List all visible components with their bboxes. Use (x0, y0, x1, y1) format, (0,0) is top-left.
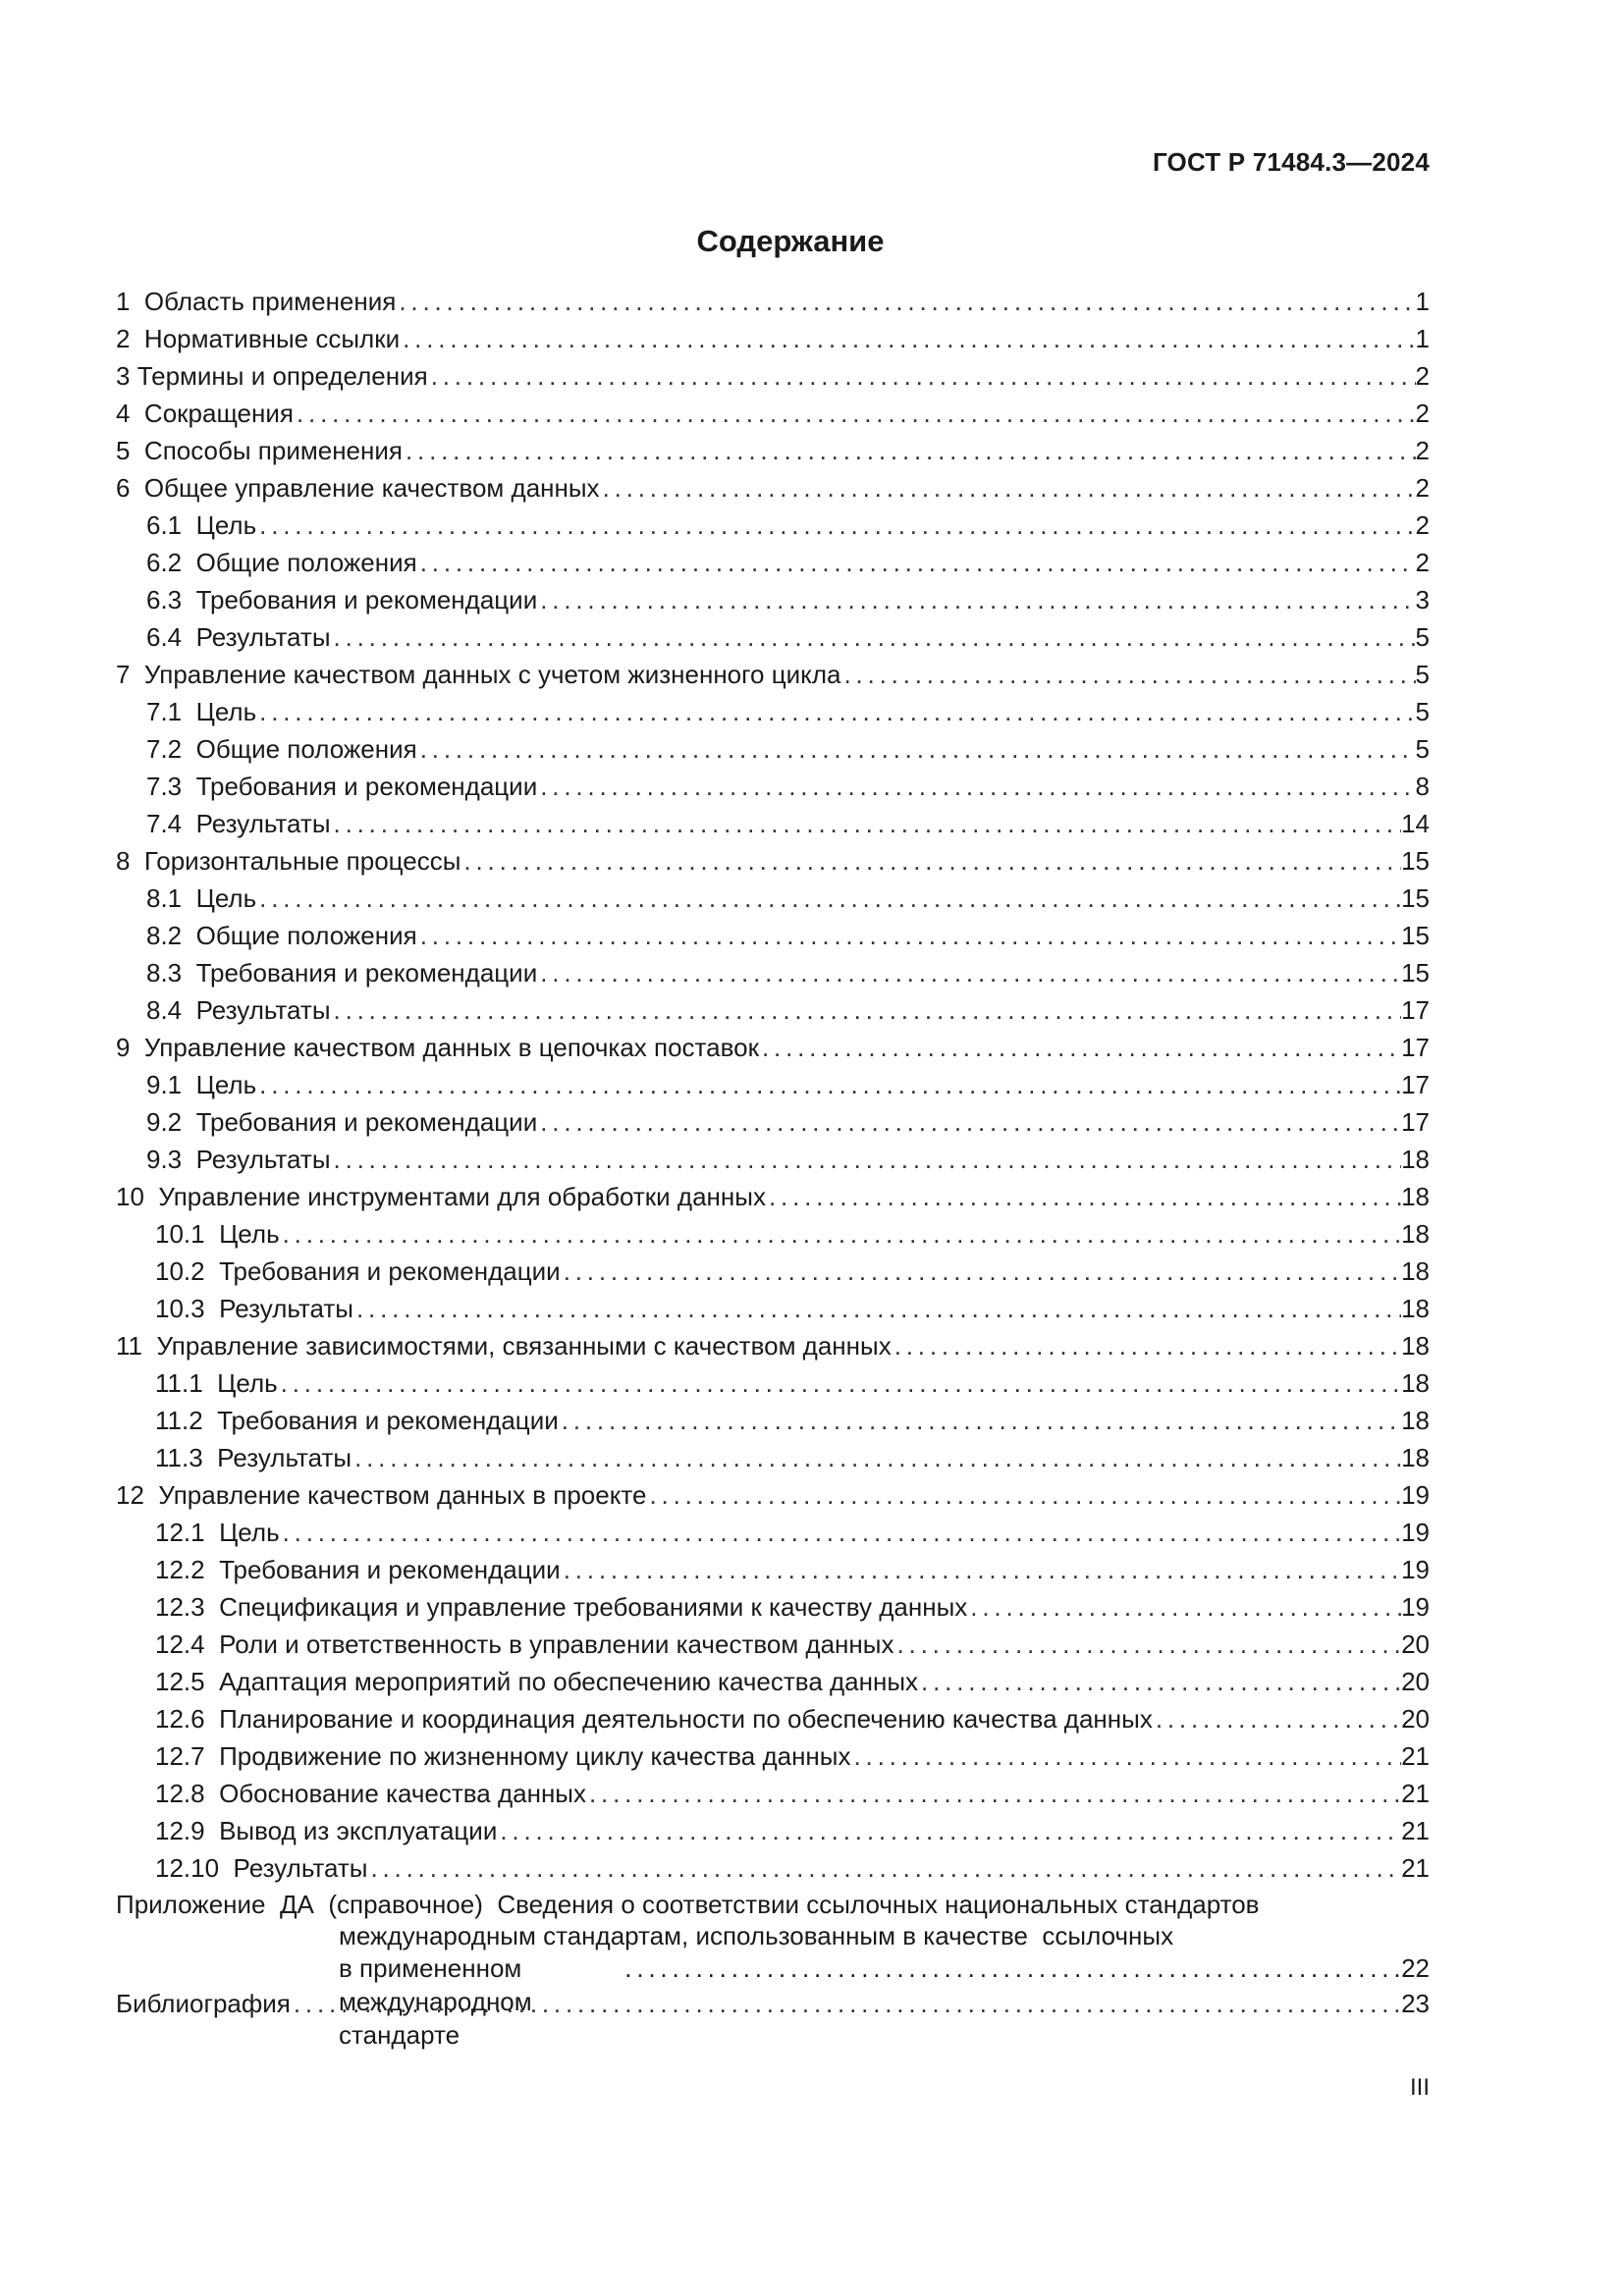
toc-entry-title: Область применения (143, 287, 397, 316)
toc-entry-number: 6.2 (146, 548, 196, 577)
toc-entry-number: 12.10 (155, 1853, 234, 1883)
toc-entry-page: 20 (1401, 1704, 1430, 1734)
toc-entry-title: Требования и рекомендации (195, 772, 538, 801)
toc-entry-page: 2 (1415, 361, 1430, 391)
toc-leader-dots (537, 1103, 1401, 1141)
toc-leader-dots (280, 1215, 1401, 1253)
toc-entry[interactable] (116, 432, 1430, 469)
toc-leader-dots (331, 805, 1402, 842)
toc-entry[interactable] (116, 1327, 1430, 1364)
toc-leader-dots (460, 842, 1401, 880)
toc-entry-title: Требования и рекомендации (219, 1256, 561, 1286)
toc-entry[interactable] (116, 1588, 1430, 1626)
toc-entry[interactable] (116, 469, 1430, 507)
toc-entry-number: 8.2 (146, 921, 196, 950)
page-title: Содержание (696, 224, 885, 258)
toc-leader-dots (537, 581, 1415, 618)
toc-leader-dots (400, 320, 1415, 357)
toc-entry-page: 18 (1401, 1406, 1430, 1435)
toc-entry-page: 14 (1401, 809, 1430, 838)
toc-entry[interactable] (116, 1812, 1430, 1849)
toc-leader-dots (646, 1476, 1401, 1514)
toc-entry-number: 8.1 (146, 883, 196, 913)
toc-leader-dots (850, 1737, 1401, 1775)
toc-entry[interactable] (116, 656, 1430, 693)
toc-entry-page: 19 (1401, 1592, 1430, 1622)
toc-entry-page: 5 (1415, 697, 1430, 726)
toc-entry[interactable] (116, 693, 1430, 730)
toc-leader-dots (256, 507, 1415, 544)
toc-entry-number: 10.3 (155, 1294, 220, 1323)
toc-entry-page: 1 (1415, 324, 1430, 353)
toc-entry-title: Нормативные ссылки (143, 324, 401, 353)
toc-leader-dots (396, 283, 1415, 320)
toc-leader-dots (918, 1663, 1401, 1700)
toc-entry-number: 6 (116, 473, 144, 503)
toc-entry-page: 18 (1401, 1145, 1430, 1174)
toc-entry[interactable] (116, 1141, 1430, 1178)
table-of-contents (116, 283, 1430, 2050)
toc-entry-title: Обоснование качества данных (219, 1779, 586, 1808)
toc-entry-page: 18 (1401, 1331, 1430, 1361)
toc-entry[interactable] (116, 395, 1430, 432)
toc-entry-number: 12.1 (155, 1518, 220, 1547)
toc-entry-title: Требования и рекомендации (195, 1107, 538, 1137)
toc-entry-page: 18 (1401, 1182, 1430, 1211)
toc-leader-dots (622, 1951, 1401, 1985)
toc-entry-title: Роли и ответственность в управлении качеством данных (219, 1629, 894, 1659)
toc-leader-dots (766, 1178, 1401, 1215)
toc-entry-title: Цель (217, 1368, 278, 1398)
toc-entry-page: 15 (1401, 958, 1430, 988)
toc-entry-number: 7.4 (146, 809, 196, 838)
toc-leader-dots (417, 917, 1401, 954)
toc-entry-title: Управление качеством данных с учетом жизненного цикла (143, 660, 841, 689)
toc-entry-page: 15 (1401, 846, 1430, 876)
toc-leader-dots (417, 544, 1416, 581)
toc-leader-dots (428, 357, 1416, 395)
toc-entry-title: Горизонтальные процессы (143, 846, 461, 876)
toc-leader-dots (294, 395, 1416, 432)
toc-leader-dots (403, 432, 1416, 469)
toc-entry-title: Требования и рекомендации (195, 585, 538, 614)
toc-leader-dots (967, 1588, 1401, 1626)
toc-entry[interactable] (116, 1737, 1430, 1775)
toc-entry-title: Цель (195, 883, 257, 913)
toc-entry-page: 2 (1415, 436, 1430, 465)
toc-entry[interactable] (116, 507, 1430, 544)
toc-entry-title: Способы применения (143, 436, 403, 465)
toc-entry-number: 12.7 (155, 1741, 220, 1771)
toc-leader-dots (1153, 1700, 1401, 1737)
toc-leader-dots (892, 1327, 1401, 1364)
toc-entry[interactable] (116, 1215, 1430, 1253)
toc-entry-number: 11.2 (155, 1406, 218, 1435)
toc-entry[interactable] (116, 1290, 1430, 1327)
toc-entry-number: 7.2 (146, 734, 196, 764)
toc-entry-number: 7.1 (146, 697, 196, 726)
toc-entry-number: 8.4 (146, 995, 196, 1025)
toc-entry-number: 6.1 (146, 510, 196, 540)
toc-entry-page: 15 (1401, 883, 1430, 913)
toc-leader-dots (600, 469, 1416, 507)
toc-entry-page: 8 (1415, 772, 1430, 801)
toc-entry[interactable] (116, 581, 1430, 618)
toc-entry-page: 21 (1401, 1853, 1430, 1883)
toc-leader-dots (537, 954, 1401, 991)
toc-entry[interactable] (116, 842, 1430, 880)
toc-leader-dots (561, 1253, 1401, 1290)
toc-entry-page: 17 (1401, 1033, 1430, 1062)
toc-bibliography-entry[interactable] (116, 1985, 1430, 2022)
toc-entry-number: 8 (116, 846, 144, 876)
toc-entry-page: 5 (1415, 660, 1430, 689)
toc-entry[interactable] (116, 1364, 1430, 1402)
toc-entry[interactable] (116, 1439, 1430, 1476)
toc-entry-page: 19 (1401, 1480, 1430, 1510)
toc-entry-page: 18 (1401, 1368, 1430, 1398)
toc-entry-number: 1 (116, 287, 144, 316)
toc-entry-title: Результаты (217, 1443, 352, 1472)
toc-leader-dots (278, 1364, 1401, 1402)
toc-entries (116, 283, 1430, 1887)
toc-entry-number: 11.1 (155, 1368, 218, 1398)
toc-entry[interactable] (116, 1700, 1430, 1737)
toc-leader-dots (561, 1551, 1401, 1588)
toc-entry-number: 4 (116, 399, 144, 428)
toc-entry-title: Управление зависимостями, связанными с качеством данных (156, 1331, 892, 1361)
toc-entry-number: 11 (116, 1331, 157, 1361)
toc-entry-page: 20 (1401, 1629, 1430, 1659)
toc-entry-title: Результаты (233, 1853, 368, 1883)
toc-entry-title: Управление инструментами для обработки данных (158, 1182, 766, 1211)
toc-entry-page: 1 (1415, 287, 1430, 316)
toc-entry-number: 3 (116, 361, 137, 391)
toc-entry-page: 21 (1401, 1741, 1430, 1771)
toc-entry-title: Цель (195, 1070, 257, 1099)
toc-entry-number: 7 (116, 660, 144, 689)
toc-entry-page: 19 (1401, 1518, 1430, 1547)
toc-leader-dots (559, 1402, 1401, 1439)
toc-entry-number: 12.2 (155, 1555, 220, 1584)
toc-entry-page: 21 (1401, 1816, 1430, 1845)
toc-leader-dots (331, 991, 1402, 1029)
toc-entry-page: 3 (1415, 585, 1430, 614)
toc-entry-title: Результаты (195, 809, 331, 838)
toc-entry[interactable] (116, 730, 1430, 768)
toc-entry-title: Сокращения (143, 399, 294, 428)
toc-entry-title: Продвижение по жизненному циклу качества данных (219, 1741, 851, 1771)
toc-leader-dots (280, 1514, 1401, 1551)
toc-entry[interactable] (116, 320, 1430, 357)
toc-entry-title: Требования и рекомендации (219, 1555, 561, 1584)
appendix-title-line3: в примененном международном стандарте (339, 1953, 532, 2050)
toc-leader-dots (586, 1775, 1401, 1812)
toc-entry[interactable] (116, 283, 1430, 320)
toc-entry[interactable] (116, 768, 1430, 805)
toc-leader-dots (353, 1290, 1401, 1327)
bibliography-page: 23 (1401, 1989, 1430, 2018)
toc-entry[interactable] (116, 1029, 1430, 1066)
toc-entry-number: 8.3 (146, 958, 196, 988)
appendix-title-line1: Сведения о соответствии ссылочных национальных стандартов (497, 1890, 1260, 1919)
toc-entry-number: 9.1 (146, 1070, 196, 1099)
toc-entry-title: Термины и определения (136, 361, 428, 391)
toc-entry-title: Управление качеством данных в цепочках поставок (143, 1033, 759, 1062)
toc-entry[interactable] (116, 1178, 1430, 1215)
toc-leader-dots (256, 693, 1415, 730)
toc-entry[interactable] (116, 1663, 1430, 1700)
toc-leader-dots (256, 880, 1401, 917)
toc-leader-dots (331, 1141, 1402, 1178)
toc-entry-page: 19 (1401, 1555, 1430, 1584)
toc-entry-page: 2 (1415, 473, 1430, 503)
toc-leader-dots (417, 730, 1416, 768)
toc-entry-page: 2 (1415, 399, 1430, 428)
appendix-page: 22 (1401, 1953, 1430, 1983)
toc-leader-dots (893, 1626, 1401, 1663)
toc-entry-page: 5 (1415, 622, 1430, 652)
toc-entry[interactable] (116, 1253, 1430, 1290)
toc-entry[interactable] (116, 805, 1430, 842)
toc-entry[interactable] (116, 1626, 1430, 1663)
toc-entry-number: 2 (116, 324, 144, 353)
toc-entry-title: Цель (219, 1518, 280, 1547)
toc-entry-number: 10.1 (155, 1219, 220, 1249)
toc-entry-title: Результаты (195, 622, 331, 652)
toc-entry-page: 18 (1401, 1294, 1430, 1323)
toc-entry-number: 5 (116, 436, 144, 465)
toc-leader-dots (537, 768, 1415, 805)
toc-leader-dots (840, 656, 1415, 693)
toc-entry-title: Управление качеством данных в проекте (158, 1480, 647, 1510)
toc-entry[interactable] (116, 991, 1430, 1029)
toc-leader-dots (352, 1439, 1401, 1476)
toc-leader-dots (759, 1029, 1401, 1066)
toc-entry-number: 9 (116, 1033, 144, 1062)
toc-entry[interactable] (116, 1775, 1430, 1812)
toc-entry-number: 10 (116, 1182, 159, 1211)
appendix-label: Приложение ДА (справочное) (116, 1890, 483, 1919)
toc-entry-page: 2 (1415, 548, 1430, 577)
toc-entry-number: 9.3 (146, 1145, 196, 1174)
toc-entry[interactable] (116, 357, 1430, 395)
document-number: ГОСТ Р 71484.3—2024 (1152, 147, 1430, 177)
toc-entry-number: 12.9 (155, 1816, 220, 1845)
toc-entry[interactable] (116, 880, 1430, 917)
toc-entry-page: 17 (1401, 1107, 1430, 1137)
toc-entry-title: Спецификация и управление требованиями к качеству данных (219, 1592, 968, 1622)
toc-entry[interactable] (116, 954, 1430, 991)
toc-entry[interactable] (116, 1402, 1430, 1439)
toc-entry-title: Общие положения (195, 734, 417, 764)
toc-entry-number: 6.3 (146, 585, 196, 614)
toc-entry-number: 12.4 (155, 1629, 220, 1659)
toc-entry-number: 12.8 (155, 1779, 220, 1808)
toc-entry-page: 5 (1415, 734, 1430, 764)
toc-entry-number: 6.4 (146, 622, 196, 652)
toc-entry-number: 12.3 (155, 1592, 220, 1622)
toc-entry-number: 12 (116, 1480, 159, 1510)
toc-entry-title: Результаты (195, 995, 331, 1025)
toc-entry-page: 17 (1401, 995, 1430, 1025)
toc-entry-number: 10.2 (155, 1256, 220, 1286)
toc-entry-number: 9.2 (146, 1107, 196, 1137)
toc-entry-page: 20 (1401, 1667, 1430, 1696)
appendix-title-line2: международным стандартам, использованным в качестве ссылочных (339, 1921, 1174, 1950)
toc-entry-title: Вывод из эксплуатации (219, 1816, 498, 1845)
toc-entry-title: Цель (195, 697, 257, 726)
toc-entry-title: Результаты (219, 1294, 353, 1323)
toc-entry-number: 12.5 (155, 1667, 220, 1696)
toc-entry-title: Цель (219, 1219, 280, 1249)
toc-entry[interactable] (116, 1849, 1430, 1887)
toc-entry[interactable] (116, 1066, 1430, 1103)
toc-entry[interactable] (116, 1514, 1430, 1551)
toc-entry-title: Требования и рекомендации (217, 1406, 559, 1435)
toc-leader-dots (367, 1849, 1401, 1887)
toc-entry-title: Общие положения (195, 548, 417, 577)
toc-entry-title: Общее управление качеством данных (143, 473, 600, 503)
toc-entry-title: Адаптация мероприятий по обеспечению качества данных (219, 1667, 919, 1696)
toc-entry-page: 18 (1401, 1256, 1430, 1286)
toc-entry-page: 18 (1401, 1219, 1430, 1249)
toc-entry-number: 7.3 (146, 772, 196, 801)
toc-entry-title: Общие положения (195, 921, 417, 950)
bibliography-title: Библиография (116, 1989, 291, 2018)
toc-entry-page: 21 (1401, 1779, 1430, 1808)
toc-entry[interactable] (116, 1476, 1430, 1514)
toc-entry[interactable] (116, 1551, 1430, 1588)
toc-leader-dots (331, 618, 1416, 656)
toc-leader-dots (497, 1812, 1401, 1849)
toc-entry-title: Требования и рекомендации (195, 958, 538, 988)
toc-leader-dots (256, 1066, 1401, 1103)
toc-entry-number: 12.6 (155, 1704, 220, 1734)
toc-entry-page: 2 (1415, 510, 1430, 540)
toc-entry-page: 17 (1401, 1070, 1430, 1099)
toc-entry[interactable] (116, 1103, 1430, 1141)
toc-entry[interactable] (116, 917, 1430, 954)
toc-entry[interactable] (116, 618, 1430, 656)
toc-entry-number: 11.3 (155, 1443, 218, 1472)
page-number: III (1409, 2074, 1430, 2101)
toc-entry-page: 15 (1401, 921, 1430, 950)
toc-entry-page: 18 (1401, 1443, 1430, 1472)
toc-entry-title: Результаты (195, 1145, 331, 1174)
toc-entry-title: Цель (195, 510, 257, 540)
toc-entry-title: Планирование и координация деятельности по обеспечению качества данных (219, 1704, 1153, 1734)
toc-entry[interactable] (116, 544, 1430, 581)
